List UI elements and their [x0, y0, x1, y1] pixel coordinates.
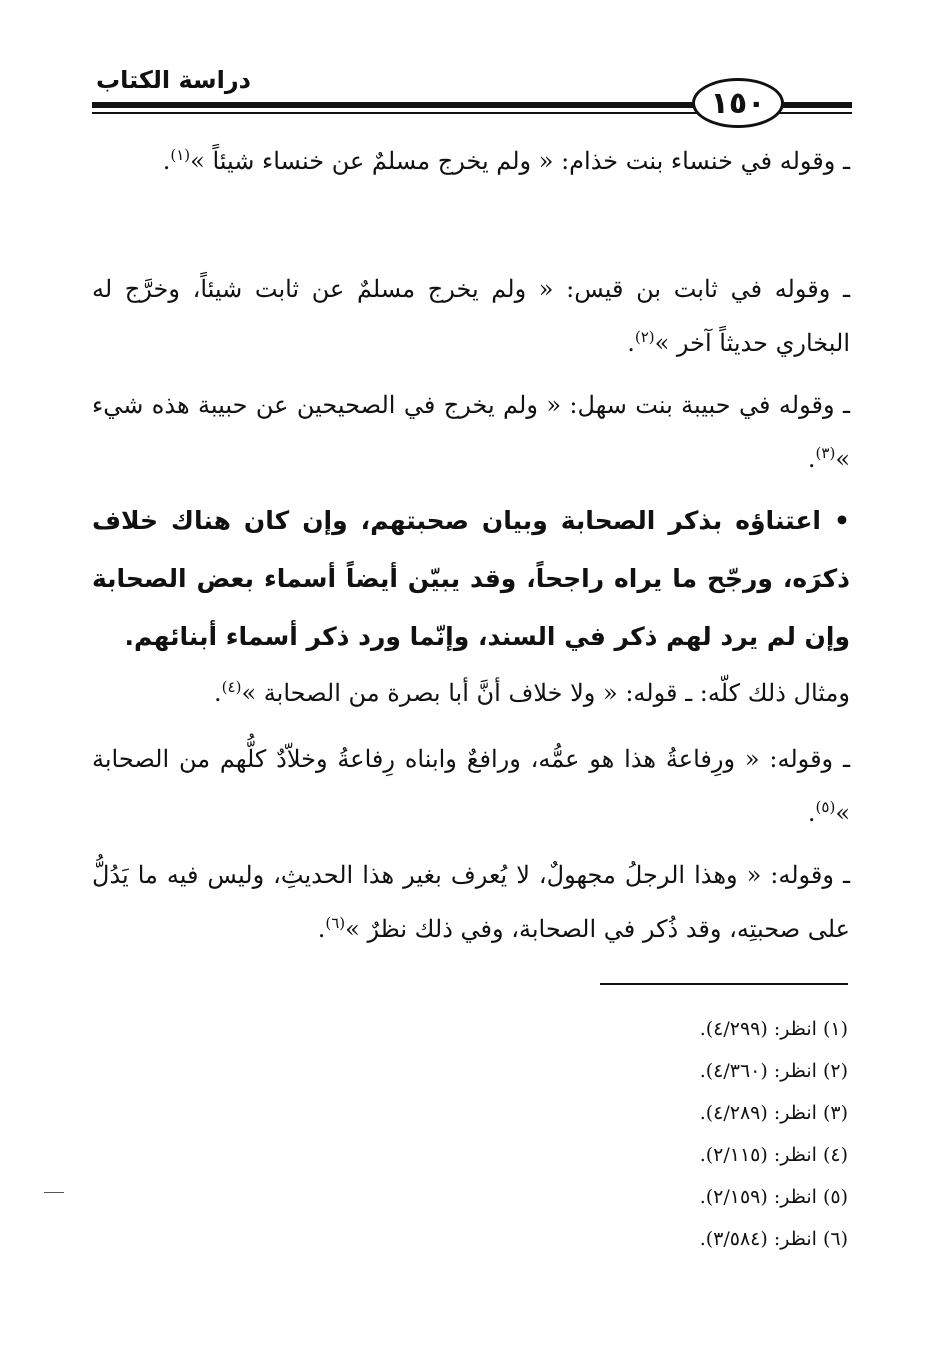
footnote-ref: (٥) [815, 798, 836, 816]
running-title: دراسة الكتاب [96, 66, 251, 94]
paragraph-text: ومثال ذلك كلّه: ـ قوله: « ولا خلاف أنَّ أبا بصرة من الصحابة » [241, 679, 850, 707]
paragraph-text: ـ وقوله في خنساء بنت خذام: « ولم يخرج مسلمٌ عن خنساء شيئاً » [190, 147, 850, 175]
footnote-item [500, 1050, 848, 1092]
footnote-ref: (٦) [325, 914, 346, 932]
paragraph-text: ـ وقوله: « ورِفاعةُ هذا هو عمُّه، ورافعٌ وابناه رِفاعةُ وخلاّدٌ كلُّهم من الصحابة » [92, 745, 850, 827]
paragraph-end: . [807, 799, 816, 827]
paragraph-text: ـ وقوله في حبيبة بنت سهل: « ولم يخرج في الصحيحين عن حبيبة هذه شيء » [92, 391, 850, 473]
paragraph-text: ـ وقوله في ثابت بن قيس: « ولم يخرج مسلمٌ عن ثابت شيئاً، وخرَّج له البخاري حديثاً آخر » [92, 275, 850, 357]
paragraph-unknown-man [92, 848, 850, 956]
footnote-text: انظر: (٤/٣٦٠). [699, 1060, 817, 1082]
footnote-item [500, 1176, 848, 1218]
footnote-item [500, 1134, 848, 1176]
footnote-ref: (٣) [815, 444, 836, 462]
footnote-number: (١) [822, 1018, 848, 1040]
footnote-item [500, 1092, 848, 1134]
footnote-item [500, 1218, 848, 1260]
footnote-ref: (٢) [634, 328, 655, 346]
paragraph-end: . [317, 915, 326, 943]
margin-mark [44, 1192, 64, 1193]
paragraph-end: . [627, 329, 635, 357]
footnote-ref: (٤) [221, 678, 242, 696]
footnote-text: انظر: (٤/٢٩٩). [699, 1018, 817, 1040]
paragraph-khansa [92, 134, 850, 188]
footnote-ref: (١) [170, 146, 191, 164]
footnote-number: (٤) [822, 1144, 848, 1166]
paragraph-end: . [807, 445, 816, 473]
footnote-text: انظر: (٢/١١٥). [699, 1144, 817, 1166]
paragraph-end: . [214, 679, 222, 707]
footnote-separator [600, 983, 848, 985]
paragraph-text: ـ وقوله: « وهذا الرجلُ مجهولٌ، لا يُعرف بغير هذا الحديثِ، وليس فيه ما يَدُلُّ على صحبتِه، وقد ذُكر في الصحابة، وفي ذلك نظرٌ » [92, 861, 851, 943]
section-heading-companions: • اعتناؤه بذكر الصحابة وبيان صحبتهم، وإن كان هناك خلاف ذكرَه، ورجّح ما يراه راجحاً، وقد يبيّن أيضاً أسماء بعض الصحابة وإن لم يرد لهم ذكر في السند، وإنّما ورد ذكر أسماء أبنائهم. [92, 506, 850, 651]
footnote-item [500, 1008, 848, 1050]
paragraph-example-abu-basra [92, 666, 850, 720]
page-number: ١٥٠ [692, 78, 784, 128]
footnote-text: انظر: (٢/١٥٩). [699, 1186, 817, 1208]
footnote-number: (٦) [822, 1228, 848, 1250]
paragraph-thabit [92, 262, 850, 370]
footnote-text: انظر: (٣/٥٨٤). [699, 1228, 817, 1250]
footnote-number: (٥) [822, 1186, 848, 1208]
footnotes-list [500, 1008, 848, 1260]
footnote-number: (٢) [822, 1060, 848, 1082]
paragraph-habiba [92, 378, 850, 486]
footnote-number: (٣) [822, 1102, 848, 1124]
footnote-text: انظر: (٤/٢٨٩). [699, 1102, 817, 1124]
paragraph-end: . [162, 147, 171, 175]
paragraph-rifaa [92, 732, 850, 840]
